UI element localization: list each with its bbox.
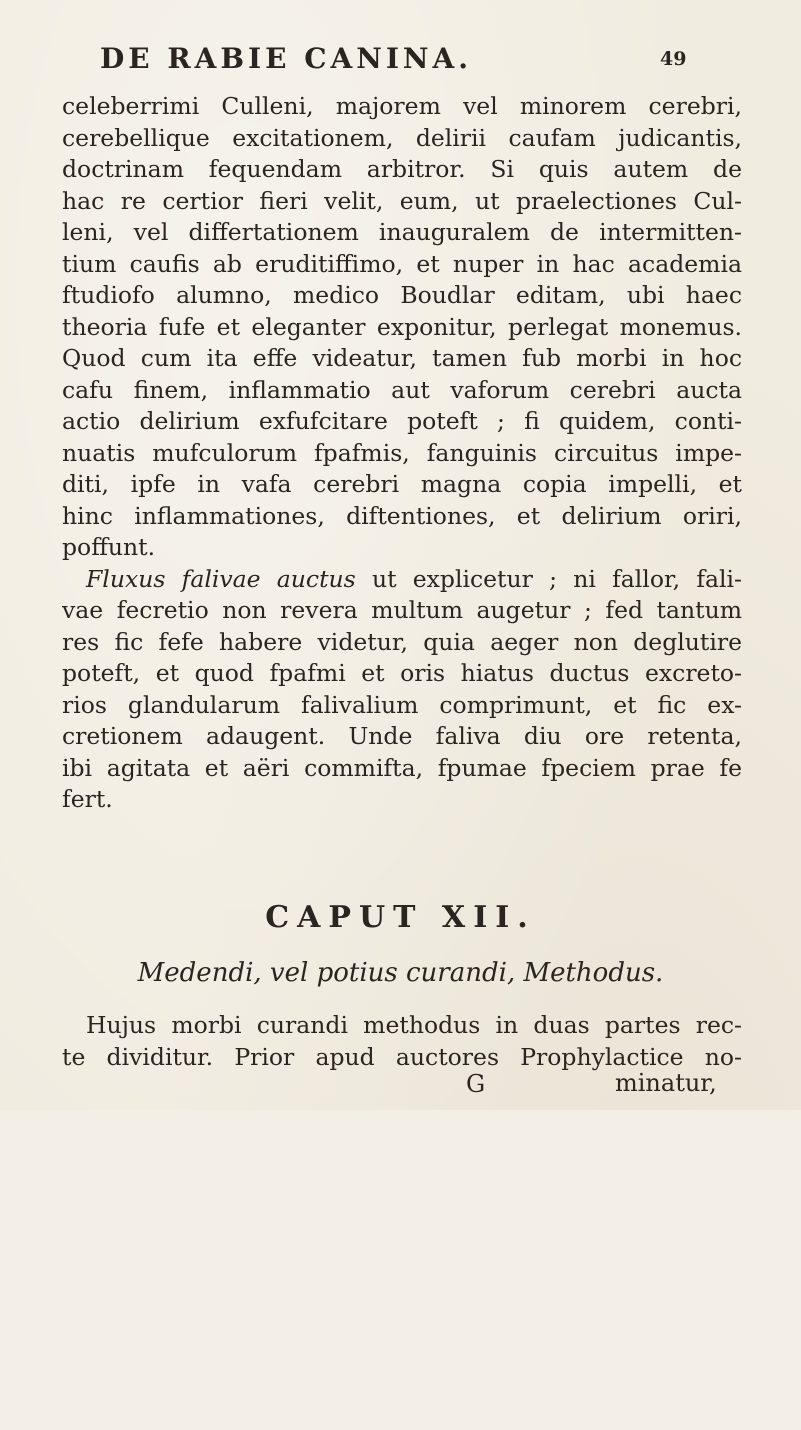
text-line: hac re certior fieri velit, eum, ut praelectiones Cul-: [62, 186, 742, 215]
text-line: tium caufis ab eruditiffimo, et nuper in hac academia: [62, 249, 742, 278]
text-line: vae fecretio non revera multum augetur ; fed tantum: [62, 596, 742, 624]
chapter-heading: CAPUT XII.: [265, 900, 536, 935]
text-line: poffunt.: [62, 533, 156, 561]
text-line: theoria fufe et eleganter exponitur, perlegat monemus.: [62, 312, 742, 341]
text-line: ibi agitata et aëri commifta, fpumae fpeciem prae fe: [62, 753, 742, 782]
text-line: celeberrimi Culleni, majorem vel minorem cerebri,: [62, 92, 742, 120]
text-line: hinc inflammationes, diftentiones, et delirium oriri,: [62, 501, 742, 530]
text-line: cerebellique excitationem, delirii caufam judicantis,: [62, 123, 742, 152]
catchword: minatur,: [615, 1069, 717, 1097]
text-line: rios glandularum falivalium comprimunt, et fic ex-: [62, 690, 742, 719]
text-line: [62, 564, 742, 596]
text-span: ut explicetur ; ni fallor, fali-: [355, 564, 742, 593]
blank-area: [0, 1110, 801, 1430]
page-number: 49: [660, 48, 687, 70]
text-line: diti, ipfe in vafa cerebri magna copia impelli, et: [62, 470, 742, 498]
text-line: Hujus morbi curandi methodus in duas partes rec-: [86, 1011, 742, 1039]
signature-mark: G: [466, 1070, 486, 1098]
italic-lead: Fluxus falivae auctus: [86, 564, 356, 593]
chapter-subtitle: Medendi, vel potius curandi, Methodus.: [137, 958, 664, 988]
text-line: fert.: [62, 785, 113, 813]
text-line: poteft, et quod fpafmi et oris hiatus ductus excreto-: [62, 659, 742, 687]
text-line: nuatis mufculorum fpafmis, fanguinis circuitus impe-: [62, 438, 742, 467]
running-head: [0, 42, 801, 76]
main-text: [62, 91, 742, 816]
text-line: Quod cum ita effe videatur, tamen fub morbi in hoc: [62, 344, 742, 372]
running-title: DE RABIE CANINA.: [100, 42, 472, 75]
text-line: doctrinam fequendam arbitror. Si quis autem de: [62, 155, 742, 183]
text-line: res fic fefe habere videtur, quia aeger non deglutire: [62, 627, 742, 656]
text-line: ftudiofo alumno, medico Boudlar editam, ubi haec: [62, 281, 742, 309]
text-line: cretionem adaugent. Unde faliva diu ore retenta,: [62, 722, 742, 750]
text-line: te dividitur. Prior apud auctores Prophylactice no-: [62, 1042, 742, 1071]
text-line: actio delirium exfufcitare poteft ; fi quidem, conti-: [62, 407, 742, 435]
chapter-text: [62, 1010, 742, 1073]
text-line: cafu finem, inflammatio aut vaforum cerebri aucta: [62, 375, 742, 404]
text-line: leni, vel differtationem inauguralem de intermitten-: [62, 218, 742, 246]
